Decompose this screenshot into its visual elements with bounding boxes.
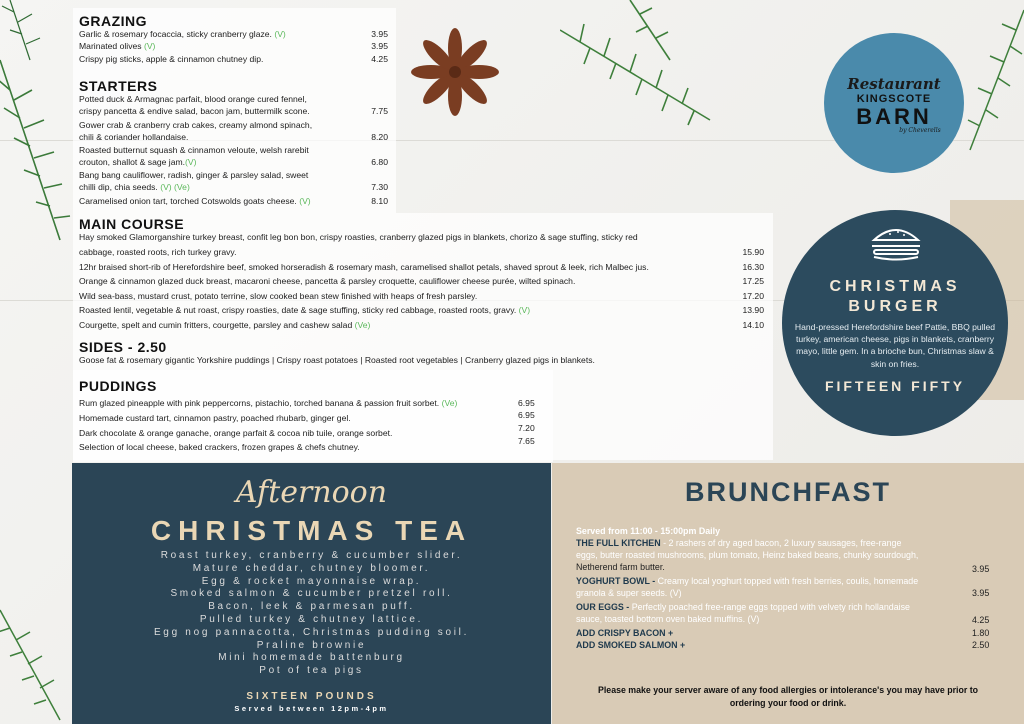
- allergy-notice: Please make your server aware of any food allergies or intolerance's you may have prior to ordering your food or drink.: [597, 685, 979, 708]
- tea-menu-list: [72, 550, 551, 678]
- brunch-price: 2.50: [972, 640, 990, 650]
- starter-price: 7.75: [371, 106, 388, 116]
- grazing-price: 3.95: [371, 29, 388, 39]
- brunch-eggs: OUR EGGS - Perfectly poached free-range eggs topped with velvety rich hollandaise sauce, toasted bottom oven baked muffins. (V): [576, 602, 910, 624]
- brunch-price: 1.80: [972, 628, 990, 638]
- grazing-heading: GRAZING: [79, 13, 148, 29]
- brunch-title: BRUNCHFAST: [685, 477, 891, 507]
- logo-byline: by Cheverells: [899, 127, 941, 134]
- tea-script-title: Afternoon: [235, 475, 388, 510]
- starters-heading: STARTERS: [79, 78, 158, 94]
- tea-item: Mature cheddar, chutney bloomer.: [192, 562, 431, 574]
- pudding-price: 7.65: [518, 436, 535, 446]
- christmas-burger-badge: [782, 210, 1008, 436]
- pudding-price: 7.20: [518, 423, 535, 433]
- main-price: 17.25: [742, 276, 764, 286]
- brunch-addon: ADD SMOKED SALMON +: [576, 640, 686, 650]
- tea-item: Egg & rocket mayonnaise wrap.: [201, 575, 422, 587]
- burger-title: BURGER: [848, 298, 942, 315]
- main-price: 17.20: [742, 291, 764, 301]
- star-anise-icon: [400, 22, 510, 122]
- burger-price: FIFTEEN FIFTY: [824, 378, 966, 394]
- main-price: 13.90: [742, 305, 764, 315]
- logo-barn: BARN: [856, 104, 932, 129]
- burger-icon: [870, 224, 922, 262]
- tea-item: Egg nog pannacotta, Christmas pudding soil.: [153, 626, 470, 638]
- starter-price: 7.30: [371, 182, 388, 192]
- pine-branch-icon: [560, 0, 720, 150]
- main-item: 12hr braised short-rib of Herefordshire beef, smoked horseradish & rosemary mash, caramelised shallot petals, shaved sprout & leek, rich Malbec jus.: [79, 262, 649, 272]
- grazing-item: Garlic & rosemary focaccia, sticky cranberry glaze. (V): [79, 29, 286, 39]
- brunch-served: Served from 11:00 - 15:00pm Daily: [576, 526, 721, 536]
- puddings-heading: PUDDINGS: [79, 378, 157, 394]
- starter-item: Gower crab & cranberry crab cakes, creamy almond spinach, chili & coriander hollandaise.: [79, 120, 313, 142]
- burger-title: CHRISTMAS: [829, 278, 961, 295]
- sides-text: Goose fat & rosemary gigantic Yorkshire puddings | Crispy roast potatoes | Roasted root vegetables | Cranberry glazed pigs in blankets.: [79, 355, 595, 365]
- tea-served-time: Served between 12pm-4pm: [234, 704, 389, 713]
- brunch-price: 3.95: [972, 564, 990, 574]
- tea-item: Bacon, leek & parmesan puff.: [208, 601, 415, 613]
- restaurant-logo[interactable]: [824, 33, 964, 173]
- tea-item: Mini homemade battenburg: [218, 652, 405, 664]
- logo-kingscote: KINGSCOTE: [856, 93, 932, 105]
- grazing-item: Crispy pig sticks, apple & cinnamon chutney dip.: [79, 54, 264, 64]
- starter-item: Potted duck & Armagnac parfait, blood orange cured fennel, crispy pancetta & endive salad, bacon jam, buttermilk scone.: [79, 94, 310, 116]
- tea-item: Praline brownie: [256, 639, 367, 651]
- grazing-price: 3.95: [371, 41, 388, 51]
- tea-item: Smoked salmon & cucumber pretzel roll.: [170, 588, 453, 600]
- sides-heading: SIDES - 2.50: [79, 339, 167, 355]
- afternoon-tea-panel: [72, 463, 551, 724]
- brunchfast-panel: [552, 463, 1024, 724]
- pudding-item: Dark chocolate & orange ganache, orange parfait & cocoa nib tuile, orange sorbet.: [79, 428, 393, 438]
- pudding-price: 6.95: [518, 410, 535, 420]
- main-item: Hay smoked Glamorganshire turkey breast, confit leg bon bon, crispy roasties, cranberry glazed pigs in blankets, chorizo & sage stuffing, sticky red cabbage, roasted roots, rich turkey gravy.: [79, 232, 638, 257]
- main-price: 16.30: [742, 262, 764, 272]
- brunch-addon: ADD CRISPY BACON +: [576, 628, 674, 638]
- tea-item: Pulled turkey & chutney lattice.: [199, 613, 424, 625]
- tea-item: Pot of tea pigs: [259, 665, 364, 677]
- tea-title: CHRISTMAS TEA: [150, 515, 473, 546]
- grazing-item: Marinated olives (V): [79, 41, 156, 51]
- main-item: Orange & cinnamon glazed duck breast, macaroni cheese, pancetta & parsley croquette, cauliflower cheese purée, wilted spinach.: [79, 276, 576, 286]
- main-course-heading: MAIN COURSE: [79, 216, 185, 232]
- pudding-item: Rum glazed pineapple with pink peppercorns, pistachio, torched banana & passion fruit sorbet. (Ve): [79, 398, 458, 408]
- starter-item: Caramelised onion tart, torched Cotswolds goats cheese. (V): [79, 196, 311, 206]
- tea-price: SIXTEEN POUNDS: [246, 691, 377, 702]
- pine-branch-icon: [0, 0, 80, 290]
- starter-price: 6.80: [371, 157, 388, 167]
- main-item: Roasted lentil, vegetable & nut roast, crispy roasties, date & sage stuffing, sticky red cabbage, roasted roots, gravy. (V): [79, 305, 531, 315]
- pudding-price: 6.95: [518, 398, 535, 408]
- starter-item: Bang bang cauliflower, radish, ginger & parsley salad, sweet chilli dip, chia seeds. (V) (Ve): [79, 170, 309, 192]
- main-item: Wild sea-bass, mustard crust, potato terrine, slow cooked bean stew finished with heaps of fresh parsley.: [79, 291, 478, 301]
- pine-branch-icon: [960, 0, 1024, 200]
- tea-item: Roast turkey, cranberry & cucumber slider.: [160, 550, 463, 561]
- pudding-item: Selection of local cheese, baked crackers, frozen grapes & chefs chutney.: [79, 442, 360, 452]
- starter-item: Roasted butternut squash & cinnamon veloute, welsh rarebit crouton, shallot & sage jam.(V): [79, 145, 309, 167]
- starter-price: 8.20: [371, 132, 388, 142]
- logo-script: Restaurant: [847, 75, 941, 93]
- pine-branch-icon: [0, 600, 70, 724]
- brunch-full-kitchen: THE FULL KITCHEN - 2 rashers of dry aged bacon, 2 luxury sausages, free-range eggs, butter roasted mushrooms, plum tomato, Heinz baked beans, chunky sourdough, Netherend farm butter.: [576, 538, 919, 572]
- starter-price: 8.10: [371, 196, 388, 206]
- main-price: 14.10: [742, 320, 764, 330]
- brunch-yoghurt: YOGHURT BOWL - Creamy local yoghurt topped with fresh berries, coulis, homemade granola & super seeds. (V): [576, 576, 919, 598]
- grazing-price: 4.25: [371, 54, 388, 64]
- brunch-price: 4.25: [972, 615, 990, 625]
- main-price: 15.90: [742, 247, 764, 257]
- pudding-item: Homemade custard tart, cinnamon pastry, poached rhubarb, ginger gel.: [79, 413, 351, 423]
- main-item: Courgette, spelt and cumin fritters, courgette, parsley and cashew salad (Ve): [79, 320, 371, 330]
- brunch-price: 3.95: [972, 588, 990, 598]
- burger-description: Hand-pressed Herefordshire beef Pattie, BBQ pulled turkey, american cheese, pigs in blankets, cranberry mayo, little gem. In a brioche bun, Christmas slaw & skin on fries.: [794, 322, 996, 369]
